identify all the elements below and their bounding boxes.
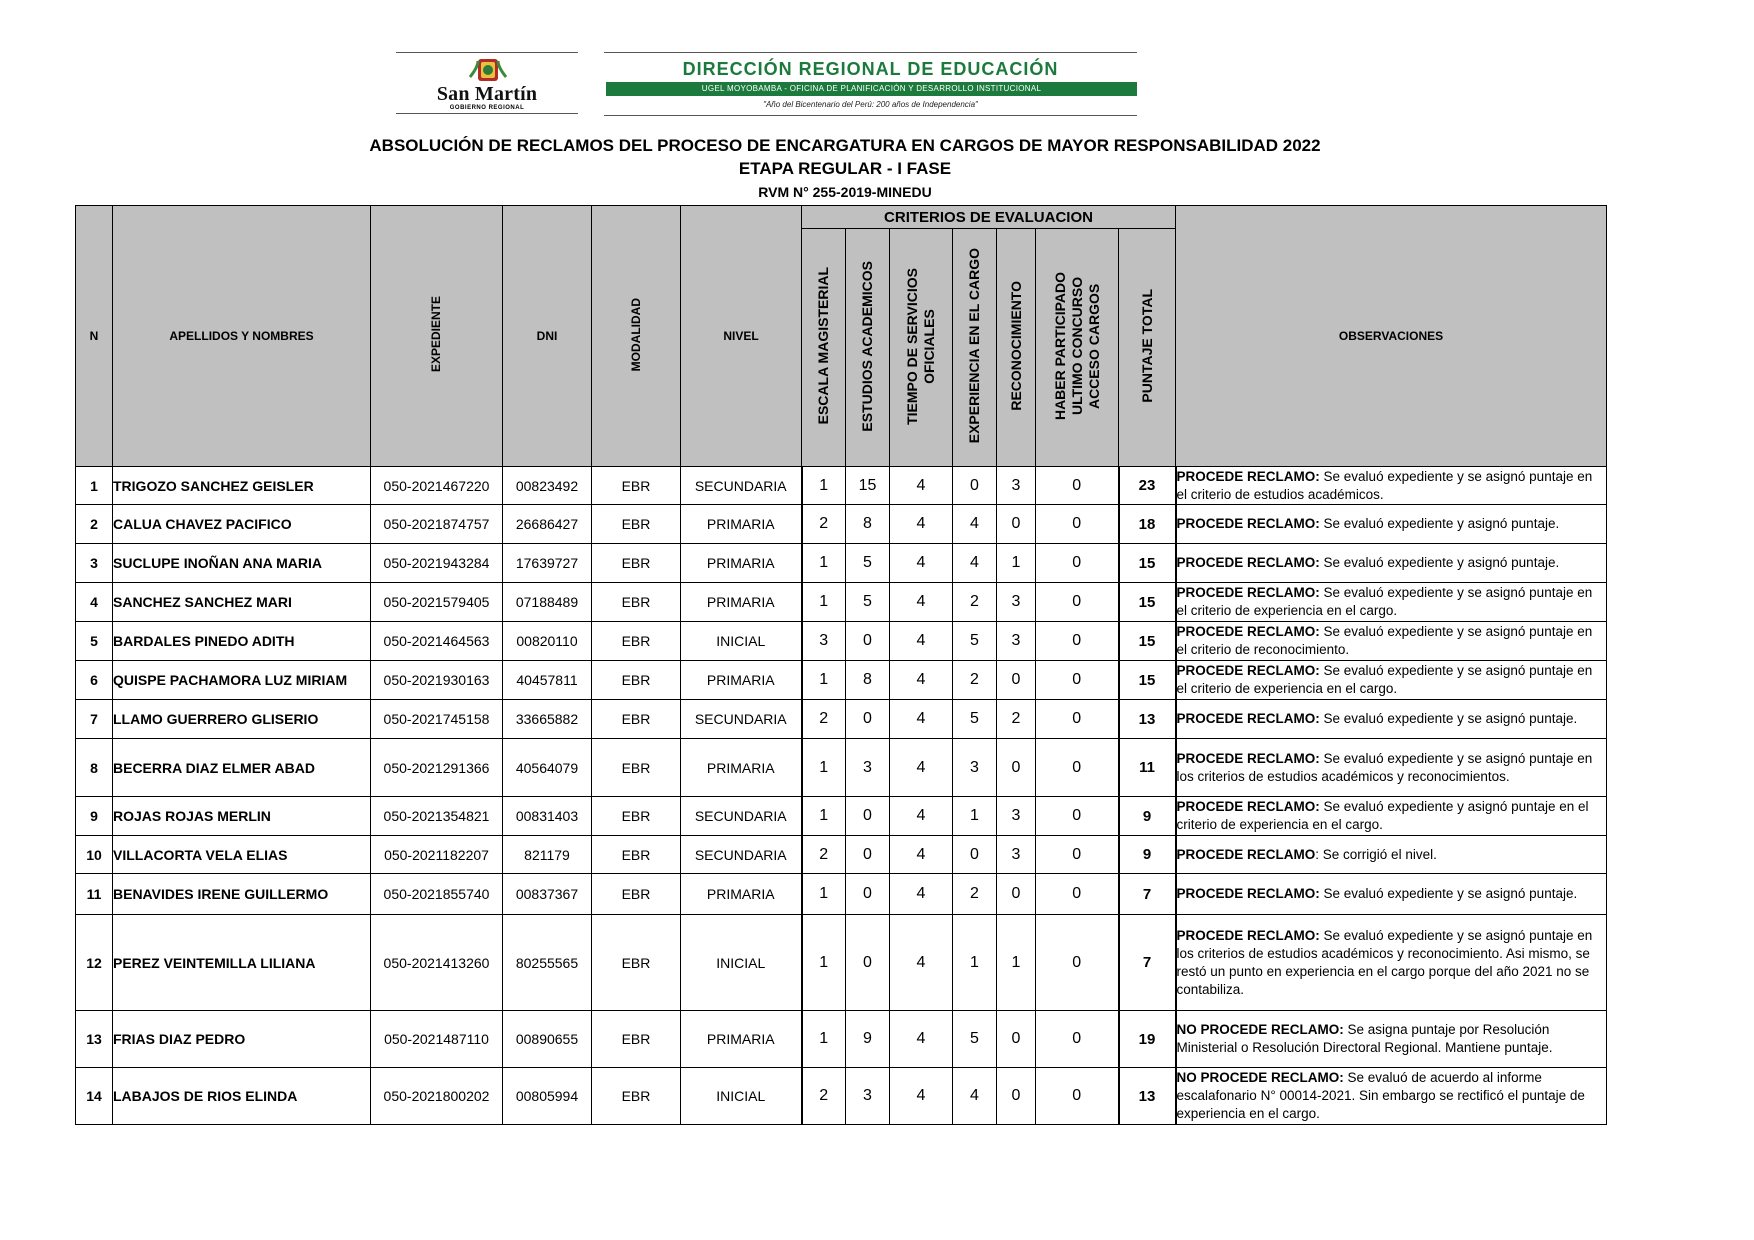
row-experiencia: 5 (953, 622, 997, 661)
row-number: 10 (76, 836, 113, 874)
row-dni: 00820110 (503, 622, 592, 661)
header-estudios (846, 229, 890, 467)
dre-title: DIRECCIÓN REGIONAL DE EDUCACIÓN (682, 59, 1059, 79)
row-escala: 1 (802, 544, 846, 583)
header-haber-label (1052, 272, 1103, 420)
row-reconocimiento: 0 (997, 661, 1036, 700)
table-row (76, 836, 1607, 874)
row-number: 11 (76, 874, 113, 915)
row-observacion (1176, 505, 1607, 544)
row-estudios: 8 (846, 661, 890, 700)
observacion-detail: Se evaluó expediente y se asignó puntaje en el criterio de estudios académicos. (1176, 468, 1593, 502)
row-name: TRIGOZO SANCHEZ GEISLER (113, 467, 371, 505)
document-subtitle: ETAPA REGULAR - I FASE (738, 159, 952, 178)
row-expediente: 050-2021413260 (371, 915, 503, 1011)
row-puntaje-total: 9 (1119, 797, 1176, 836)
dre-logo-banner (604, 52, 1137, 116)
row-haber: 0 (1036, 622, 1119, 661)
row-modalidad: EBR (592, 583, 681, 622)
row-tiempo: 4 (890, 915, 953, 1011)
row-modalidad: EBR (592, 505, 681, 544)
row-escala: 1 (802, 797, 846, 836)
row-tiempo: 4 (890, 874, 953, 915)
row-name: ROJAS ROJAS MERLIN (113, 797, 371, 836)
row-modalidad: EBR (592, 1068, 681, 1125)
header-haber (1036, 229, 1119, 467)
row-escala: 2 (802, 700, 846, 739)
observacion-verdict: PROCEDE RECLAMO: (1176, 585, 1320, 600)
header-n: N (76, 206, 113, 467)
table-row (76, 797, 1607, 836)
document-reference: RVM N° 255-2019-MINEDU (758, 184, 932, 200)
row-name: PEREZ VEINTEMILLA LILIANA (113, 915, 371, 1011)
row-expediente: 050-2021467220 (371, 467, 503, 505)
row-expediente: 050-2021943284 (371, 544, 503, 583)
row-number: 6 (76, 661, 113, 700)
row-estudios: 0 (846, 915, 890, 1011)
row-escala: 2 (802, 505, 846, 544)
row-expediente: 050-2021464563 (371, 622, 503, 661)
row-experiencia: 5 (953, 1011, 997, 1068)
observacion-verdict: NO PROCEDE RECLAMO: (1176, 1022, 1344, 1037)
logo-brand-text: San Martín (436, 83, 538, 105)
row-experiencia: 2 (953, 874, 997, 915)
row-escala: 3 (802, 622, 846, 661)
claims-table (75, 205, 1607, 1125)
row-name: CALUA CHAVEZ PACIFICO (113, 505, 371, 544)
row-tiempo: 4 (890, 1011, 953, 1068)
row-haber: 0 (1036, 467, 1119, 505)
row-modalidad: EBR (592, 797, 681, 836)
row-estudios: 9 (846, 1011, 890, 1068)
row-name: QUISPE PACHAMORA LUZ MIRIAM (113, 661, 371, 700)
row-tiempo: 4 (890, 583, 953, 622)
row-puntaje-total: 15 (1119, 544, 1176, 583)
year-motto: "Año del Bicentenario del Perú: 200 años de Independencia" (763, 100, 978, 109)
row-observacion (1176, 874, 1607, 915)
row-estudios: 0 (846, 836, 890, 874)
row-reconocimiento: 0 (997, 874, 1036, 915)
table-row (76, 661, 1607, 700)
row-haber: 0 (1036, 836, 1119, 874)
row-reconocimiento: 0 (997, 505, 1036, 544)
header-name: APELLIDOS Y NOMBRES (113, 206, 371, 467)
row-name: FRIAS DIAZ PEDRO (113, 1011, 371, 1068)
row-reconocimiento: 0 (997, 1011, 1036, 1068)
observacion-detail: Se evaluó expediente y se asignó puntaje en el criterio de experiencia en el cargo. (1176, 585, 1593, 618)
row-nivel: PRIMARIA (681, 505, 802, 544)
row-reconocimiento: 3 (997, 583, 1036, 622)
row-puntaje-total: 15 (1119, 661, 1176, 700)
row-tiempo: 4 (890, 700, 953, 739)
table-row (76, 1011, 1607, 1068)
row-modalidad: EBR (592, 739, 681, 797)
row-estudios: 0 (846, 700, 890, 739)
row-observacion (1176, 797, 1607, 836)
header-puntaje (1119, 229, 1176, 467)
row-puntaje-total: 23 (1119, 467, 1176, 505)
row-estudios: 0 (846, 797, 890, 836)
row-observacion (1176, 544, 1607, 583)
row-number: 13 (76, 1011, 113, 1068)
row-observacion (1176, 1068, 1607, 1125)
row-expediente: 050-2021487110 (371, 1011, 503, 1068)
observacion-detail: Se evaluó expediente y se asignó puntaje. (1319, 711, 1578, 726)
row-observacion (1176, 467, 1607, 505)
row-modalidad: EBR (592, 915, 681, 1011)
row-escala: 1 (802, 915, 846, 1011)
row-puntaje-total: 13 (1119, 700, 1176, 739)
row-estudios: 0 (846, 874, 890, 915)
row-name: BARDALES PINEDO ADITH (113, 622, 371, 661)
header-tiempo-line1: TIEMPO DE SERVICIOS (904, 267, 920, 425)
row-number: 2 (76, 505, 113, 544)
header-tiempo-line2: OFICIALES (921, 308, 937, 384)
header-escala (802, 229, 846, 467)
observacion-verdict: PROCEDE RECLAMO: (1176, 516, 1320, 531)
row-dni: 40564079 (503, 739, 592, 797)
row-dni: 33665882 (503, 700, 592, 739)
observacion-detail: Se evaluó expediente y asignó puntaje. (1319, 516, 1560, 531)
header-reconocimiento (997, 229, 1036, 467)
observacion-detail: Se evaluó expediente y asignó puntaje. (1319, 555, 1560, 570)
row-experiencia: 4 (953, 1068, 997, 1125)
row-escala: 1 (802, 1011, 846, 1068)
row-nivel: PRIMARIA (681, 739, 802, 797)
row-dni: 00831403 (503, 797, 592, 836)
observacion-detail: Se evaluó expediente y se asignó puntaje en los criterios de estudios académicos y reconocimientos. (1176, 750, 1593, 784)
row-name: VILLACORTA VELA ELIAS (113, 836, 371, 874)
row-observacion (1176, 1011, 1607, 1068)
observacion-verdict: PROCEDE RECLAMO: (1176, 750, 1320, 766)
row-tiempo: 4 (890, 467, 953, 505)
row-escala: 1 (802, 467, 846, 505)
table-row (76, 874, 1607, 915)
row-observacion (1176, 915, 1607, 1011)
row-observacion (1176, 739, 1607, 797)
row-experiencia: 4 (953, 544, 997, 583)
observacion-detail: Se evaluó de acuerdo al informe escalafonario N° 00014-2021. Sin embargo se rectificó el puntaje de experiencia en el cargo. (1176, 1070, 1585, 1121)
table-row (76, 915, 1607, 1011)
row-reconocimiento: 0 (997, 739, 1036, 797)
observacion-detail: Se evaluó expediente y se asignó puntaje en el criterio de experiencia en el cargo. (1176, 663, 1593, 696)
row-number: 8 (76, 739, 113, 797)
observacion-detail: Se evaluó expediente y se asignó puntaje. (1319, 886, 1578, 901)
row-dni: 07188489 (503, 583, 592, 622)
row-haber: 0 (1036, 797, 1119, 836)
row-estudios: 8 (846, 505, 890, 544)
row-observacion (1176, 836, 1607, 874)
row-estudios: 15 (846, 467, 890, 505)
header-expediente-label: EXPEDIENTE (429, 296, 443, 373)
row-puntaje-total: 18 (1119, 505, 1176, 544)
row-puntaje-total: 7 (1119, 874, 1176, 915)
row-dni: 26686427 (503, 505, 592, 544)
observacion-detail: Se asigna puntaje por Resolución Ministerial o Resolución Directoral Regional. Mantiene puntaje. (1176, 1022, 1553, 1055)
row-name: LLAMO GUERRERO GLISERIO (113, 700, 371, 739)
row-estudios: 5 (846, 583, 890, 622)
row-experiencia: 3 (953, 739, 997, 797)
header-reconocimiento-label: RECONOCIMIENTO (1007, 281, 1024, 411)
row-haber: 0 (1036, 661, 1119, 700)
observacion-verdict: PROCEDE RECLAMO (1176, 846, 1316, 862)
header-tiempo (890, 229, 953, 467)
header-nivel: NIVEL (681, 206, 802, 467)
row-reconocimiento: 3 (997, 797, 1036, 836)
row-haber: 0 (1036, 915, 1119, 1011)
row-dni: 40457811 (503, 661, 592, 700)
row-name: SANCHEZ SANCHEZ MARI (113, 583, 371, 622)
row-number: 5 (76, 622, 113, 661)
row-nivel: INICIAL (681, 622, 802, 661)
row-number: 9 (76, 797, 113, 836)
row-nivel: SECUNDARIA (681, 797, 802, 836)
observacion-verdict: PROCEDE RECLAMO: (1176, 468, 1320, 484)
row-tiempo: 4 (890, 1068, 953, 1125)
row-number: 4 (76, 583, 113, 622)
header-escala-label: ESCALA MAGISTERIAL (815, 267, 831, 425)
header-modalidad-label: MODALIDAD (628, 297, 643, 372)
row-puntaje-total: 11 (1119, 739, 1176, 797)
observacion-detail: Se evaluó expediente y se asignó puntaje en los criterios de estudios académicos y reconocimiento. Asi mismo, se restó un punto en experiencia en el cargo porque del año 2021 no se contabiliza. (1176, 927, 1593, 997)
row-escala: 2 (802, 836, 846, 874)
row-puntaje-total: 15 (1119, 583, 1176, 622)
logo-sub-text: GOBIERNO REGIONAL (449, 105, 525, 111)
row-estudios: 0 (846, 622, 890, 661)
row-escala: 1 (802, 583, 846, 622)
row-dni: 00837367 (503, 874, 592, 915)
row-haber: 0 (1036, 874, 1119, 915)
row-haber: 0 (1036, 1068, 1119, 1125)
table-row (76, 700, 1607, 739)
header-observaciones: OBSERVACIONES (1176, 206, 1607, 467)
row-observacion (1176, 622, 1607, 661)
row-modalidad: EBR (592, 661, 681, 700)
row-dni: 00890655 (503, 1011, 592, 1068)
header-dni: DNI (503, 206, 592, 467)
observacion-verdict: PROCEDE RECLAMO: (1176, 555, 1320, 570)
row-experiencia: 1 (953, 797, 997, 836)
observacion-detail: : Se corrigió el nivel. (1315, 846, 1437, 862)
header-modalidad (592, 206, 681, 467)
row-experiencia: 0 (953, 836, 997, 874)
row-tiempo: 4 (890, 505, 953, 544)
row-number: 14 (76, 1068, 113, 1125)
header-estudios-label: ESTUDIOS ACADEMICOS (859, 260, 875, 432)
row-tiempo: 4 (890, 661, 953, 700)
row-modalidad: EBR (592, 836, 681, 874)
row-experiencia: 1 (953, 915, 997, 1011)
observacion-verdict: PROCEDE RECLAMO: (1176, 799, 1320, 814)
row-haber: 0 (1036, 739, 1119, 797)
observacion-verdict: PROCEDE RECLAMO: (1176, 886, 1320, 901)
row-escala: 1 (802, 661, 846, 700)
observacion-verdict: PROCEDE RECLAMO: (1176, 663, 1320, 678)
row-reconocimiento: 0 (997, 1068, 1036, 1125)
row-haber: 0 (1036, 1011, 1119, 1068)
observacion-verdict: PROCEDE RECLAMO: (1176, 711, 1320, 726)
row-reconocimiento: 3 (997, 622, 1036, 661)
row-experiencia: 0 (953, 467, 997, 505)
row-dni: 00805994 (503, 1068, 592, 1125)
row-estudios: 5 (846, 544, 890, 583)
row-number: 12 (76, 915, 113, 1011)
row-puntaje-total: 19 (1119, 1011, 1176, 1068)
row-haber: 0 (1036, 505, 1119, 544)
row-name: BENAVIDES IRENE GUILLERMO (113, 874, 371, 915)
table-row (76, 505, 1607, 544)
row-tiempo: 4 (890, 739, 953, 797)
row-dni: 17639727 (503, 544, 592, 583)
row-reconocimiento: 3 (997, 836, 1036, 874)
ugel-band: UGEL MOYOBAMBA - OFICINA DE PLANIFICACIÓN Y DESARROLLO INSTITUCIONAL (606, 82, 1137, 96)
header-haber-line1: HABER PARTICIPADO (1051, 271, 1068, 421)
row-observacion (1176, 583, 1607, 622)
row-reconocimiento: 3 (997, 467, 1036, 505)
row-nivel: SECUNDARIA (681, 700, 802, 739)
row-modalidad: EBR (592, 700, 681, 739)
row-expediente: 050-2021182207 (371, 836, 503, 874)
table-row (76, 622, 1607, 661)
table-body (76, 467, 1607, 1125)
row-expediente: 050-2021800202 (371, 1068, 503, 1125)
table-row (76, 1068, 1607, 1125)
row-puntaje-total: 13 (1119, 1068, 1176, 1125)
observacion-verdict: NO PROCEDE RECLAMO: (1176, 1070, 1344, 1085)
row-puntaje-total: 9 (1119, 836, 1176, 874)
row-nivel: PRIMARIA (681, 874, 802, 915)
row-tiempo: 4 (890, 836, 953, 874)
header-tiempo-label (904, 268, 938, 425)
row-nivel: INICIAL (681, 915, 802, 1011)
row-escala: 1 (802, 739, 846, 797)
row-escala: 1 (802, 874, 846, 915)
row-nivel: PRIMARIA (681, 661, 802, 700)
row-modalidad: EBR (592, 1011, 681, 1068)
row-reconocimiento: 1 (997, 544, 1036, 583)
table-row (76, 544, 1607, 583)
row-reconocimiento: 2 (997, 700, 1036, 739)
row-experiencia: 2 (953, 661, 997, 700)
row-expediente: 050-2021930163 (371, 661, 503, 700)
row-haber: 0 (1036, 700, 1119, 739)
row-number: 1 (76, 467, 113, 505)
header-haber-line3: ACCESO CARGOS (1085, 283, 1102, 409)
row-tiempo: 4 (890, 544, 953, 583)
header-puntaje-label: PUNTAJE TOTAL (1138, 289, 1155, 403)
observacion-detail: Se evaluó expediente y asignó puntaje en el criterio de experiencia en el cargo. (1176, 799, 1589, 832)
row-dni: 80255565 (503, 915, 592, 1011)
row-experiencia: 5 (953, 700, 997, 739)
row-modalidad: EBR (592, 544, 681, 583)
header-criterios: CRITERIOS DE EVALUACION (802, 206, 1176, 229)
san-martin-logo (396, 52, 578, 114)
observacion-verdict: PROCEDE RECLAMO: (1176, 927, 1320, 943)
row-name: BECERRA DIAZ ELMER ABAD (113, 739, 371, 797)
row-modalidad: EBR (592, 874, 681, 915)
row-number: 7 (76, 700, 113, 739)
row-name: SUCLUPE INOÑAN ANA MARIA (113, 544, 371, 583)
row-tiempo: 4 (890, 797, 953, 836)
row-nivel: PRIMARIA (681, 583, 802, 622)
row-experiencia: 2 (953, 583, 997, 622)
row-estudios: 3 (846, 1068, 890, 1125)
table-row (76, 583, 1607, 622)
row-nivel: SECUNDARIA (681, 467, 802, 505)
row-nivel: SECUNDARIA (681, 836, 802, 874)
row-reconocimiento: 1 (997, 915, 1036, 1011)
row-estudios: 3 (846, 739, 890, 797)
row-observacion (1176, 700, 1607, 739)
row-puntaje-total: 7 (1119, 915, 1176, 1011)
regional-crest-icon (468, 57, 508, 85)
row-expediente: 050-2021579405 (371, 583, 503, 622)
row-expediente: 050-2021874757 (371, 505, 503, 544)
row-tiempo: 4 (890, 622, 953, 661)
row-observacion (1176, 661, 1607, 700)
header-experiencia (953, 229, 997, 467)
header-expediente (371, 206, 503, 467)
row-expediente: 050-2021745158 (371, 700, 503, 739)
row-haber: 0 (1036, 583, 1119, 622)
row-expediente: 050-2021354821 (371, 797, 503, 836)
row-nivel: PRIMARIA (681, 544, 802, 583)
document-title: ABSOLUCIÓN DE RECLAMOS DEL PROCESO DE ENCARGATURA EN CARGOS DE MAYOR RESPONSABILIDAD 2022 (369, 136, 1321, 155)
row-nivel: PRIMARIA (681, 1011, 802, 1068)
header-experiencia-label: EXPERIENCIA EN EL CARGO (966, 248, 982, 444)
row-modalidad: EBR (592, 622, 681, 661)
row-number: 3 (76, 544, 113, 583)
row-escala: 2 (802, 1068, 846, 1125)
row-modalidad: EBR (592, 467, 681, 505)
row-nivel: INICIAL (681, 1068, 802, 1125)
observacion-detail: Se evaluó expediente y se asignó puntaje en el criterio de reconocimiento. (1176, 624, 1593, 657)
row-haber: 0 (1036, 544, 1119, 583)
row-expediente: 050-2021291366 (371, 739, 503, 797)
row-dni: 821179 (503, 836, 592, 874)
row-puntaje-total: 15 (1119, 622, 1176, 661)
observacion-verdict: PROCEDE RECLAMO: (1176, 624, 1320, 639)
table-row (76, 467, 1607, 505)
table-row (76, 739, 1607, 797)
row-experiencia: 4 (953, 505, 997, 544)
row-dni: 00823492 (503, 467, 592, 505)
header-haber-line2: ULTIMO CONCURSO (1068, 276, 1085, 416)
row-expediente: 050-2021855740 (371, 874, 503, 915)
row-name: LABAJOS DE RIOS ELINDA (113, 1068, 371, 1125)
